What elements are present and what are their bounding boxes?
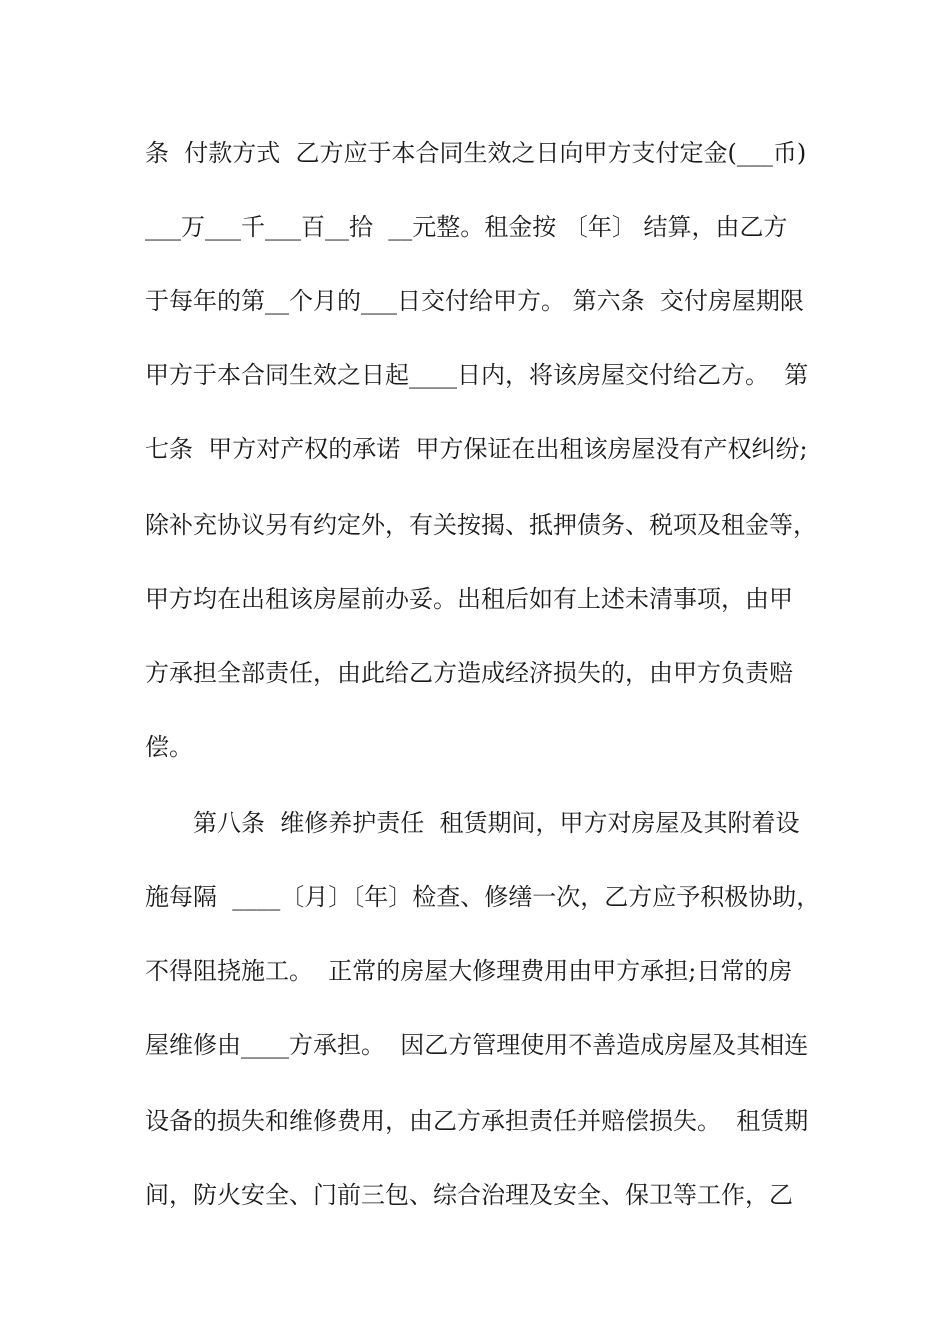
- paragraph-start-line: 第八条 维修养护责任 租赁期间，甲方对房屋及其附着设: [193, 809, 800, 837]
- text-line: 屋维修由____方承担。 因乙方管理使用不善造成房屋及其相连: [145, 1031, 809, 1059]
- text-line: ___万___千___百__拾 __元整。租金按 〔年〕 结算，由乙方: [145, 213, 788, 241]
- text-line: 于每年的第__个月的___日交付给甲方。 第六条 交付房屋期限: [145, 287, 804, 315]
- text-line: 除补充协议另有约定外，有关按揭、抵押债务、税项及租金等，: [145, 511, 817, 539]
- text-line: 方承担全部责任，由此给乙方造成经济损失的，由甲方负责赔: [145, 659, 793, 687]
- text-line: 施每隔 ____〔月〕〔年〕检查、修缮一次，乙方应予积极协助，: [145, 883, 821, 911]
- text-line: 不得阻挠施工。 正常的房屋大修理费用由甲方承担;日常的房: [145, 957, 793, 985]
- text-line: 间，防火安全、门前三包、综合治理及安全、保卫等工作，乙: [145, 1181, 793, 1209]
- text-line: 七条 甲方对产权的承诺 甲方保证在出租该房屋没有产权纠纷;: [145, 435, 808, 463]
- text-line: 偿。: [145, 733, 193, 761]
- text-line: 甲方均在出租该房屋前办妥。出租后如有上述未清事项，由甲: [145, 585, 793, 613]
- text-line: 甲方于本合同生效之日起____日内，将该房屋交付给乙方。 第: [145, 361, 809, 389]
- text-line: 条 付款方式 乙方应于本合同生效之日向甲方支付定金(___币): [145, 139, 807, 167]
- text-line: 设备的损失和维修费用，由乙方承担责任并赔偿损失。 租赁期: [145, 1107, 809, 1135]
